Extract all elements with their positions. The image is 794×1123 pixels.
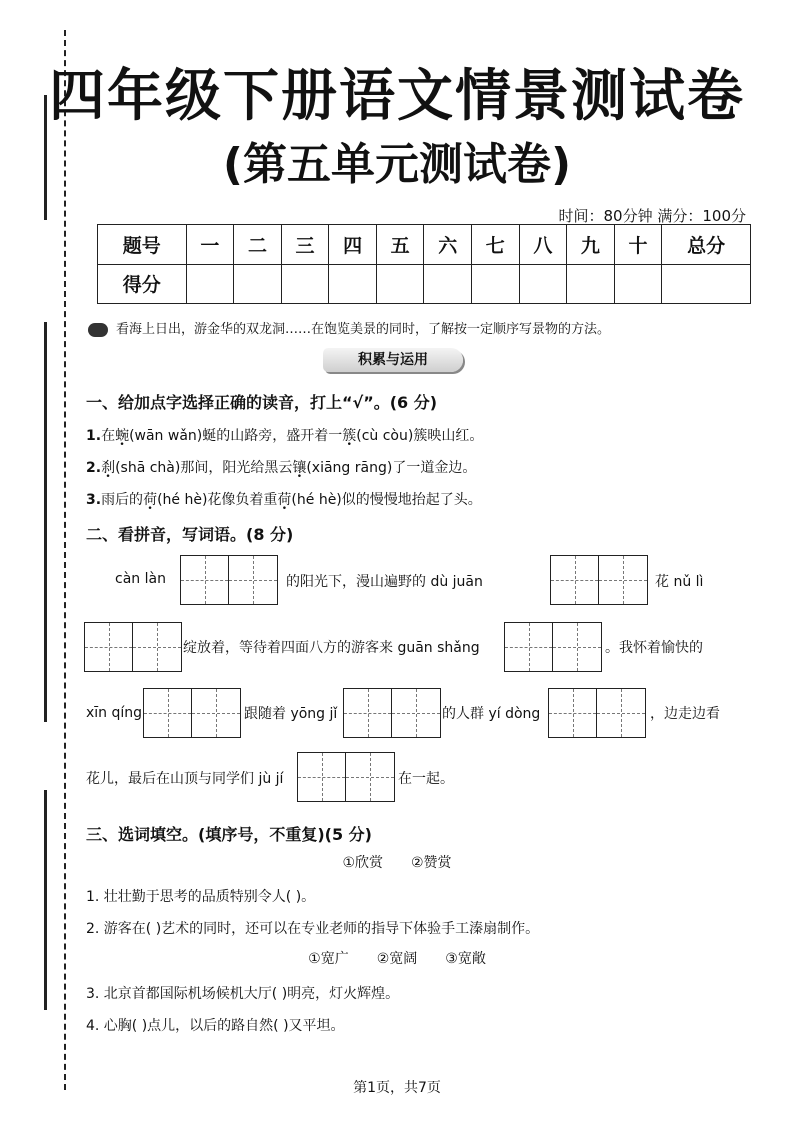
score-table-header-row [98,225,751,265]
writing-grid[interactable] [504,622,602,672]
reader-icon [88,323,108,337]
pinyin-prompt: càn làn [115,571,166,587]
score-input-cell[interactable] [472,264,520,304]
passage-text: ，边走边看 [650,706,720,722]
score-header-cell: 题号 [98,225,187,265]
q2-heading: 二、看拼音，写词语。(8 分) [86,525,294,544]
score-table-score-row [98,264,751,304]
q1-item: 2.刹(shā chà)那间，阳光给黑云镶(xiāng rāng)了一道金边。 [86,460,477,476]
q1-item: 1.在蜿(wān wǎn)蜒的山路旁，盛开着一簇(cù còu)簇映山红。 [86,428,484,444]
page-footer: 第1页，共7页 [353,1080,441,1096]
score-header-cell: 一 [186,225,234,265]
passage-text: 的人群 yí dòng [442,706,541,722]
writing-grid[interactable] [343,688,441,738]
score-input-cell[interactable] [567,264,615,304]
q3-sentence: 4. 心胸( )点儿，以后的路自然( )又平坦。 [86,1018,345,1034]
score-header-cell: 十 [614,225,662,265]
score-input-cell[interactable] [519,264,567,304]
binding-bar [44,322,47,722]
writing-grid[interactable] [550,555,648,605]
section-tab: 积累与运用 [323,348,463,372]
option: ②宽阔 [376,951,418,967]
writing-grid[interactable] [297,752,395,802]
q3-sentence: 2. 游客在( )艺术的同时，还可以在专业老师的指导下体验手工溱扇制作。 [86,921,540,937]
score-header-cell: 六 [424,225,472,265]
score-input-cell[interactable] [614,264,662,304]
q3-sentence: 3. 北京首都国际机场候机大厅( )明亮，灯火辉煌。 [86,986,400,1002]
page-title: 四年级下册语文情景测试卷 [49,64,745,129]
option: ①欣赏 [342,855,383,871]
score-header-cell: 二 [234,225,282,265]
score-header-cell: 七 [472,225,520,265]
score-input-cell[interactable] [376,264,424,304]
score-header-cell: 八 [519,225,567,265]
score-row-label: 得分 [98,264,187,304]
q3-heading: 三、选词填空。(填序号，不重复)(5 分) [86,825,372,844]
passage-text: 花 nǔ lì [655,574,704,590]
score-input-cell[interactable] [329,264,377,304]
score-header-cell: 九 [567,225,615,265]
writing-grid[interactable] [143,688,241,738]
intro-text: 看海上日出，游金华的双龙洞……在饱览美景的同时，了解按一定顺序写景物的方法。 [116,322,611,337]
passage-text: 花儿，最后在山顶与同学们 jù jí [86,771,284,787]
passage-text: 。我怀着愉快的 [605,640,703,656]
passage-text: 绽放着，等待着四面八方的游客来 guān shǎng [183,640,480,656]
option: ③宽敞 [445,951,486,967]
score-input-cell[interactable] [234,264,282,304]
writing-grid[interactable] [84,622,182,672]
option: ②赞赏 [411,855,452,871]
writing-grid[interactable] [548,688,646,738]
q3-sentence: 1. 壮壮勤于思考的品质特别令人( )。 [86,889,316,905]
option: ①宽广 [308,951,349,967]
time-info: 时间：80分钟 满分：100分 [558,207,746,225]
score-header-cell: 三 [281,225,329,265]
binding-bar [44,790,47,1010]
score-header-cell: 总分 [662,225,751,265]
score-header-cell: 四 [329,225,377,265]
word-options [0,948,794,968]
score-input-cell[interactable] [662,264,751,304]
passage-text: 跟随着 yōng jǐ [244,706,338,722]
q1-heading: 一、给加点字选择正确的读音，打上“√”。(6 分) [86,393,438,412]
score-input-cell[interactable] [281,264,329,304]
q1-item: 3.雨后的荷(hé hè)花像负着重荷(hé hè)似的慢慢地抬起了头。 [86,492,482,508]
passage-text: 的阳光下，漫山遍野的 dù juān [286,574,483,590]
pinyin-prompt: xīn qíng [86,705,143,721]
writing-grid[interactable] [180,555,278,605]
score-input-cell[interactable] [424,264,472,304]
score-header-cell: 五 [376,225,424,265]
score-input-cell[interactable] [186,264,234,304]
page-subtitle: (第五单元测试卷) [222,139,572,190]
word-options [0,852,794,872]
unit-intro [88,318,748,337]
passage-text: 在一起。 [398,771,454,787]
score-table [97,224,751,304]
